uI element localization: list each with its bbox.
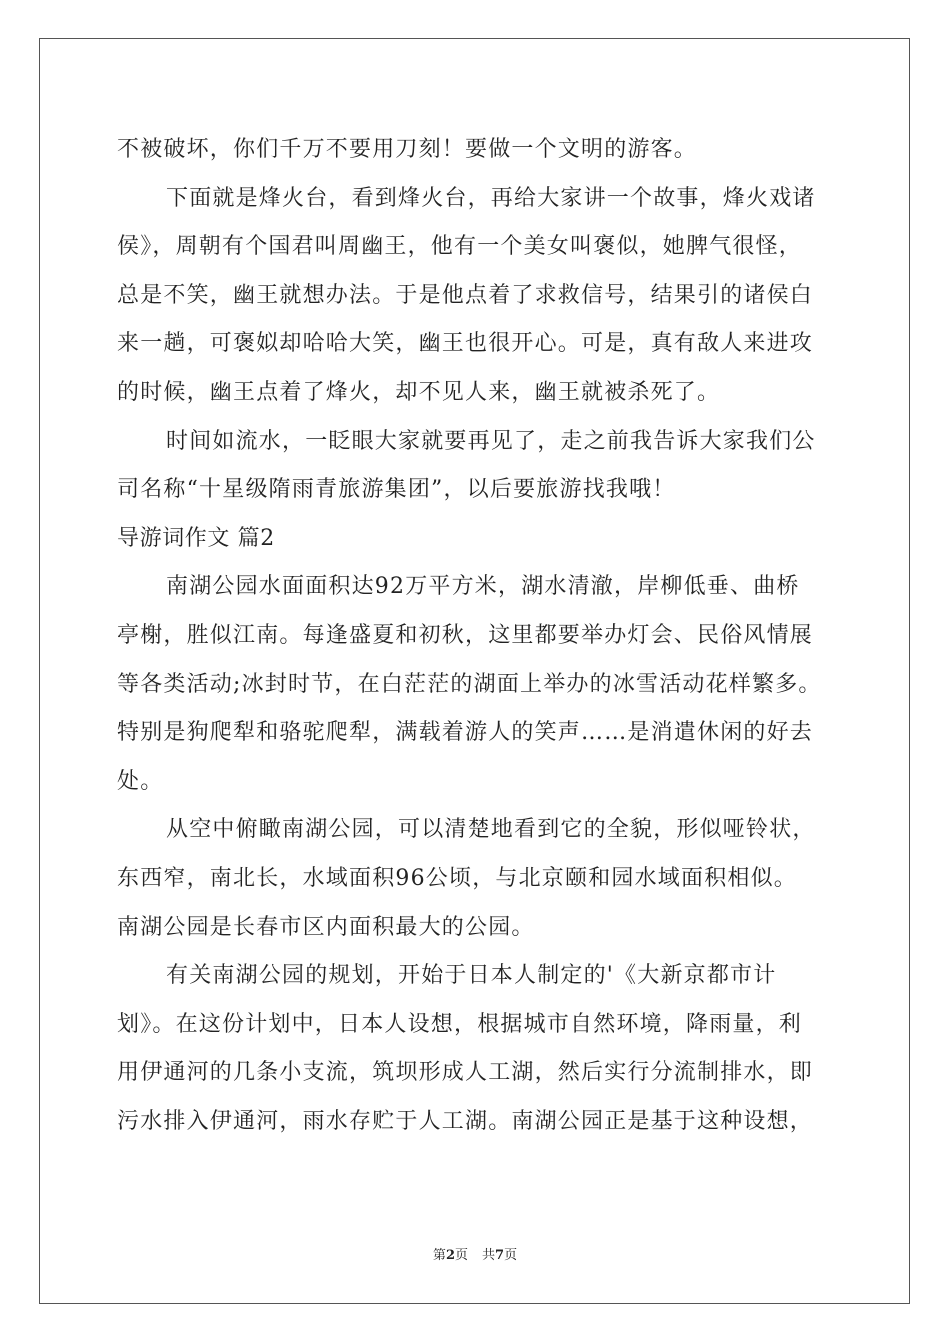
text-line: 有关南湖公园的规划，开始于日本人制定的'《大新京都市计 xyxy=(166,963,777,989)
text-line: 不被破坏，你们千万不要用刀刻！要做一个文明的游客。 xyxy=(117,137,698,162)
text-line: 特别是狗爬犁和骆驼爬犁，满载着游人的笑声……是消遣休闲的好去 xyxy=(117,720,814,746)
total-suffix: 页 xyxy=(504,1248,518,1263)
text-line: 从空中俯瞰南湖公园，可以清楚地看到它的全貌，形似哑铃状， xyxy=(166,817,816,843)
section-heading: 导游词作文 篇2 xyxy=(117,525,275,551)
text-line: 来一趟，可褒姒却哈哈大笑，幽王也很开心。可是，真有敌人来进攻 xyxy=(117,331,814,357)
text-line: 总是不笑，幽王就想办法。于是他点着了求救信号，结果引的诸侯白 xyxy=(117,282,814,308)
text-line: 的时候，幽王点着了烽火，却不见人来，幽王就被杀死了。 xyxy=(117,379,721,405)
text-line: 等各类活动;冰封时节，在白茫茫的湖面上举办的冰雪活动花样繁多。 xyxy=(117,671,822,697)
text-line: 时间如流水，一眨眼大家就要再见了，走之前我告诉大家我们公 xyxy=(166,428,816,454)
page-footer xyxy=(0,1246,950,1266)
text-line: 司名称“十星级隋雨青旅游集团”，以后要旅游找我哦！ xyxy=(117,477,676,503)
text-line: 污水排入伊通河，雨水存贮于人工湖。南湖公园正是基于这种设想， xyxy=(117,1108,814,1134)
page-suffix: 页 xyxy=(454,1248,468,1263)
text-line: 南湖公园水面面积达92万平方米，湖水清澈，岸柳低垂、曲桥 xyxy=(166,574,800,600)
document-body xyxy=(117,126,857,1146)
text-line: 南湖公园是长春市区内面积最大的公园。 xyxy=(117,914,535,940)
text-line: 用伊通河的几条小支流，筑坝形成人工湖，然后实行分流制排水，即 xyxy=(117,1060,814,1086)
page-total: 7 xyxy=(495,1248,505,1263)
text-line: 侯》，周朝有个国君叫周幽王，他有一个美女叫褒似，她脾气很怪， xyxy=(117,234,803,260)
page-current: 2 xyxy=(445,1248,455,1263)
text-line: 下面就是烽火台，看到烽火台，再给大家讲一个故事，烽火戏诸 xyxy=(166,185,816,211)
text-line: 亭榭，胜似江南。每逢盛夏和初秋，这里都要举办灯会、民俗风情展 xyxy=(117,622,814,648)
text-line: 东西窄，南北长，水域面积96公顷，与北京颐和园水域面积相似。 xyxy=(117,865,797,891)
text-line: 划》。在这份计划中，日本人设想，根据城市自然环境，降雨量，利 xyxy=(117,1011,803,1037)
page-prefix: 第 xyxy=(432,1248,446,1263)
total-prefix: 共 xyxy=(482,1248,496,1263)
text-line: 处。 xyxy=(117,768,164,794)
